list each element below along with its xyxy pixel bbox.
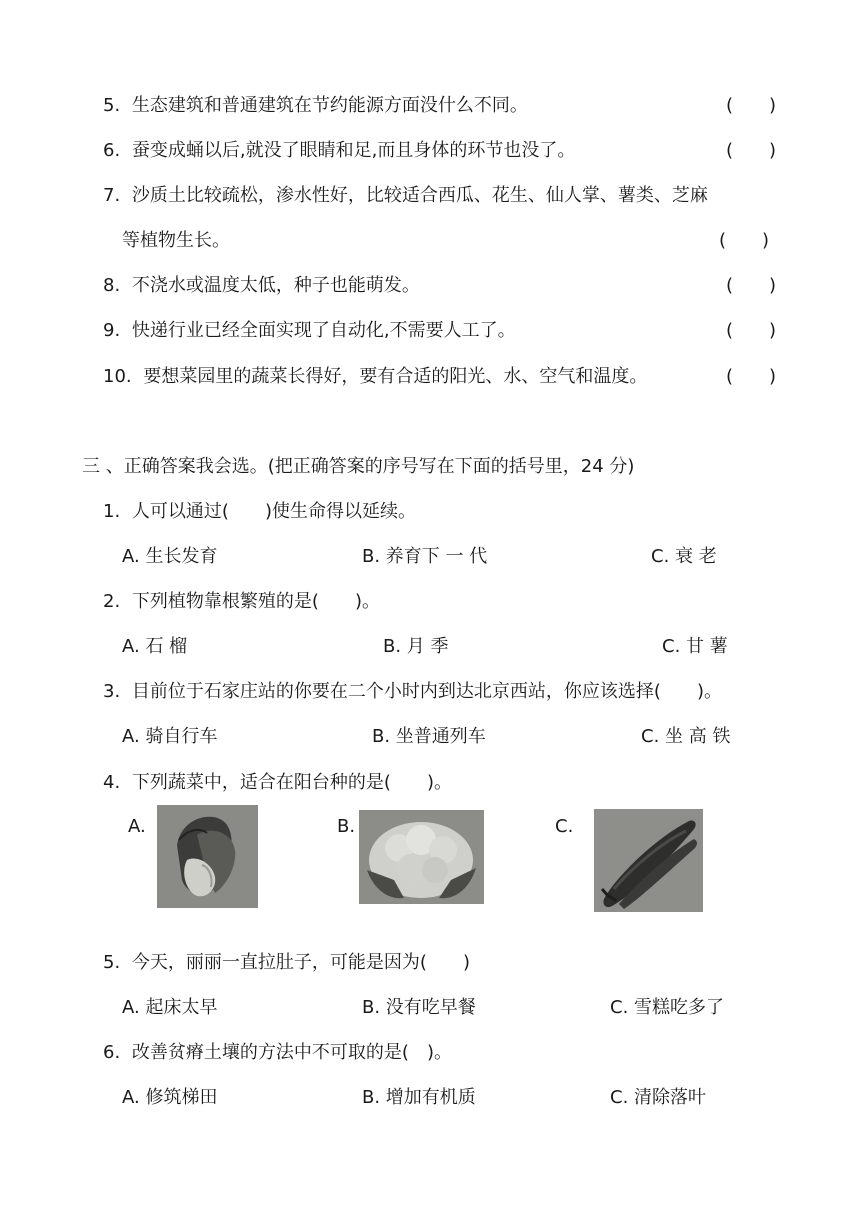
choice-question-2 [103,590,380,614]
choice-question-5 [103,951,470,975]
item-text-continuation: 等植物生长。 [122,230,230,251]
question-text: 人可以通过( )使生命得以延续。 [131,501,416,522]
option-c[interactable]: C. 坐 高 铁 [641,726,731,747]
option-c[interactable]: C. 甘 薯 [662,636,728,657]
judgement-item-10 [103,365,647,389]
item-number: 5. [103,95,121,116]
option-b[interactable]: B. 坐普通列车 [372,726,486,747]
answer-blank[interactable]: ( ) [726,95,777,116]
option-a[interactable]: A. 石 榴 [122,636,188,657]
item-text: 要想菜园里的蔬菜长得好，要有合适的阳光、水、空气和温度。 [143,366,648,387]
carrots-image [594,809,703,912]
option-b[interactable]: B. 没有吃早餐 [362,997,476,1018]
cauliflower-photo[interactable] [359,810,484,904]
option-a[interactable]: A. 生长发育 [122,546,218,567]
question-text: 目前位于石家庄站的你要在二个小时内到达北京西站，你应该选择( )。 [131,681,722,702]
choice-question-6 [103,1041,452,1065]
option-a[interactable]: A. 起床太早 [122,997,218,1018]
option-c[interactable]: C. 雪糕吃多了 [610,997,725,1018]
judgement-item-7 [103,184,708,208]
item-number: 6. [103,1042,121,1063]
cauliflower-image [359,810,484,904]
judgement-item-6 [103,139,575,163]
item-number: 2. [103,591,121,612]
option-b-label[interactable]: B. [337,816,356,837]
choice-question-3 [103,680,722,704]
option-b[interactable]: B. 月 季 [383,636,449,657]
option-c-label[interactable]: C. [555,816,574,837]
item-number: 4. [103,772,121,793]
option-a[interactable]: A. 骑自行车 [122,726,218,747]
option-a[interactable]: A. 修筑梯田 [122,1087,218,1108]
item-text: 快递行业已经全面实现了自动化,不需要人工了。 [131,320,516,341]
question-text: 今天，丽丽一直拉肚子，可能是因为( ) [131,952,470,973]
item-number: 6. [103,140,121,161]
item-text: 生态建筑和普通建筑在节约能源方面没什么不同。 [131,95,528,116]
item-number: 5. [103,952,121,973]
answer-blank[interactable]: ( ) [726,320,777,341]
answer-blank[interactable]: ( ) [726,275,777,296]
option-b[interactable]: B. 养育下 一 代 [362,546,488,567]
item-number: 1. [103,501,121,522]
bok-choy-photo[interactable] [157,805,258,908]
option-a-label[interactable]: A. [128,816,146,837]
section-title: 三 、正确答案我会选。(把正确答案的序号写在下面的括号里，24 分) [82,456,635,477]
judgement-item-5 [103,94,528,118]
item-number: 3. [103,681,121,702]
item-number: 10. [103,366,132,387]
answer-blank[interactable]: ( ) [726,366,777,387]
question-text: 改善贫瘠土壤的方法中不可取的是( )。 [131,1042,452,1063]
judgement-item-9 [103,319,516,343]
item-number: 9. [103,320,121,341]
carrots-photo[interactable] [594,809,703,912]
item-text: 不浇水或温度太低，种子也能萌发。 [131,275,420,296]
item-text: 蚕变成蛹以后,就没了眼睛和足,而且身体的环节也没了。 [131,140,576,161]
choice-question-4 [103,771,452,795]
question-text: 下列蔬菜中，适合在阳台种的是( )。 [131,772,452,793]
item-number: 7. [103,185,121,206]
item-text: 沙质土比较疏松，渗水性好，比较适合西瓜、花生、仙人掌、薯类、芝麻 [131,185,708,206]
option-c[interactable]: C. 清除落叶 [610,1087,707,1108]
judgement-item-8 [103,274,420,298]
option-b[interactable]: B. 增加有机质 [362,1087,476,1108]
option-c[interactable]: C. 衰 老 [651,546,717,567]
choice-question-1 [103,500,416,524]
answer-blank[interactable]: ( ) [719,230,770,251]
item-number: 8. [103,275,121,296]
bok-choy-image [157,805,258,908]
question-text: 下列植物靠根繁殖的是( )。 [131,591,380,612]
answer-blank[interactable]: ( ) [726,140,777,161]
